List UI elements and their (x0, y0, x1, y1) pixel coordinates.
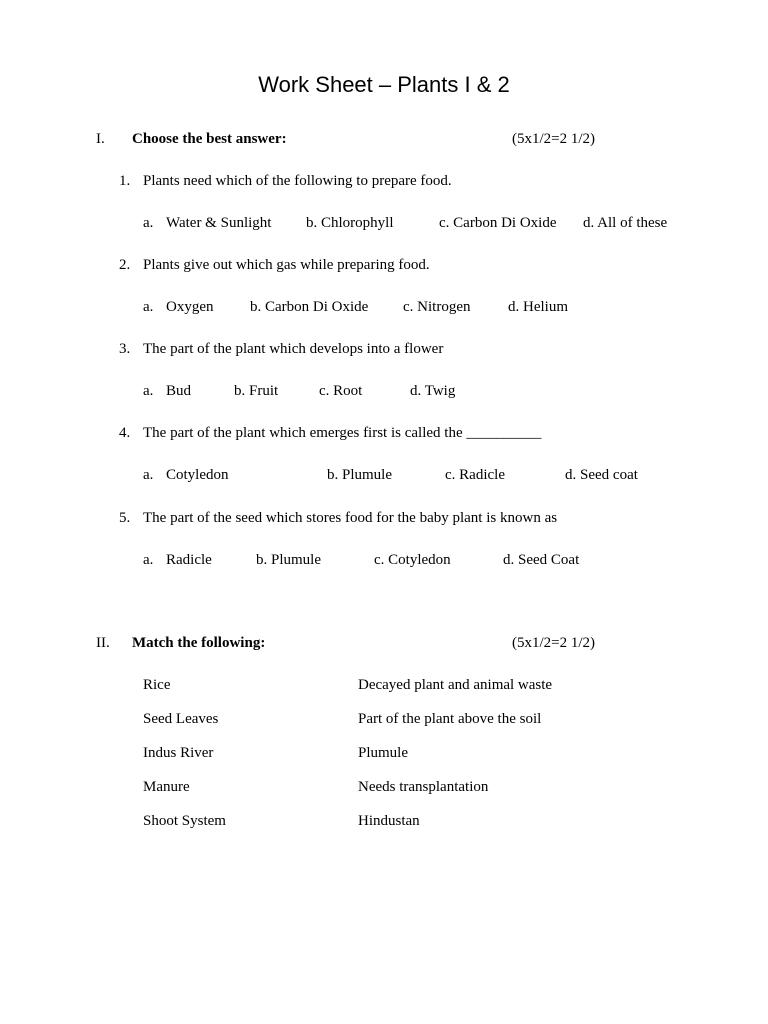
option-a: Radicle (166, 552, 212, 568)
page-title: Work Sheet – Plants I & 2 (258, 72, 510, 97)
option-b: b. Plumule (327, 467, 393, 483)
option-marker: a. (143, 383, 154, 399)
option-c: c. Nitrogen (403, 299, 471, 315)
question-text: Plants give out which gas while preparing food. (143, 257, 430, 273)
match-left-item: Rice (143, 677, 171, 693)
question-text: Plants need which of the following to prepare food. (143, 173, 452, 189)
option-a: Oxygen (166, 299, 214, 315)
option-marker: a. (143, 467, 154, 483)
section-2-heading: Match the following: (132, 635, 266, 651)
question-number: 3. (119, 341, 131, 357)
question-number: 1. (119, 173, 131, 189)
match-right-item: Part of the plant above the soil (358, 711, 542, 727)
section-1-marks: (5x1/2=2 1/2) (512, 131, 596, 147)
option-d: d. Seed Coat (503, 552, 580, 568)
match-right-item: Hindustan (358, 813, 420, 829)
section-2-marks: (5x1/2=2 1/2) (512, 635, 596, 651)
option-marker: a. (143, 299, 154, 315)
option-c: c. Radicle (445, 467, 505, 483)
match-left-item: Manure (143, 779, 190, 795)
option-d: d. Helium (508, 299, 568, 315)
option-c: c. Root (319, 383, 363, 399)
match-right-item: Decayed plant and animal waste (358, 677, 553, 693)
section-1-numeral: I. (96, 131, 105, 147)
question-text: The part of the plant which emerges first is called the __________ (143, 425, 542, 441)
question-text: The part of the seed which stores food for the baby plant is known as (143, 510, 558, 526)
option-c: c. Cotyledon (374, 552, 451, 568)
section-1-heading: Choose the best answer: (132, 131, 287, 147)
match-right-item: Plumule (358, 745, 409, 761)
option-marker: a. (143, 552, 154, 568)
match-left-item: Indus River (143, 745, 214, 761)
option-d: d. Twig (410, 383, 456, 399)
option-a: Bud (166, 383, 192, 399)
option-b: b. Plumule (256, 552, 322, 568)
section-2-numeral: II. (96, 635, 110, 651)
option-b: b. Carbon Di Oxide (250, 299, 369, 315)
option-c: c. Carbon Di Oxide (439, 215, 557, 231)
option-d: d. Seed coat (565, 467, 638, 483)
match-right-item: Needs transplantation (358, 779, 489, 795)
match-left-item: Seed Leaves (143, 711, 219, 727)
option-a: Cotyledon (166, 467, 229, 483)
option-d: d. All of these (583, 215, 668, 231)
option-b: b. Fruit (234, 383, 279, 399)
option-b: b. Chlorophyll (306, 215, 394, 231)
match-left-item: Shoot System (143, 813, 226, 829)
option-a: Water & Sunlight (166, 215, 272, 231)
question-text: The part of the plant which develops into a flower (143, 341, 444, 357)
question-number: 5. (119, 510, 131, 526)
option-marker: a. (143, 215, 154, 231)
question-number: 4. (119, 425, 131, 441)
question-number: 2. (119, 257, 131, 273)
